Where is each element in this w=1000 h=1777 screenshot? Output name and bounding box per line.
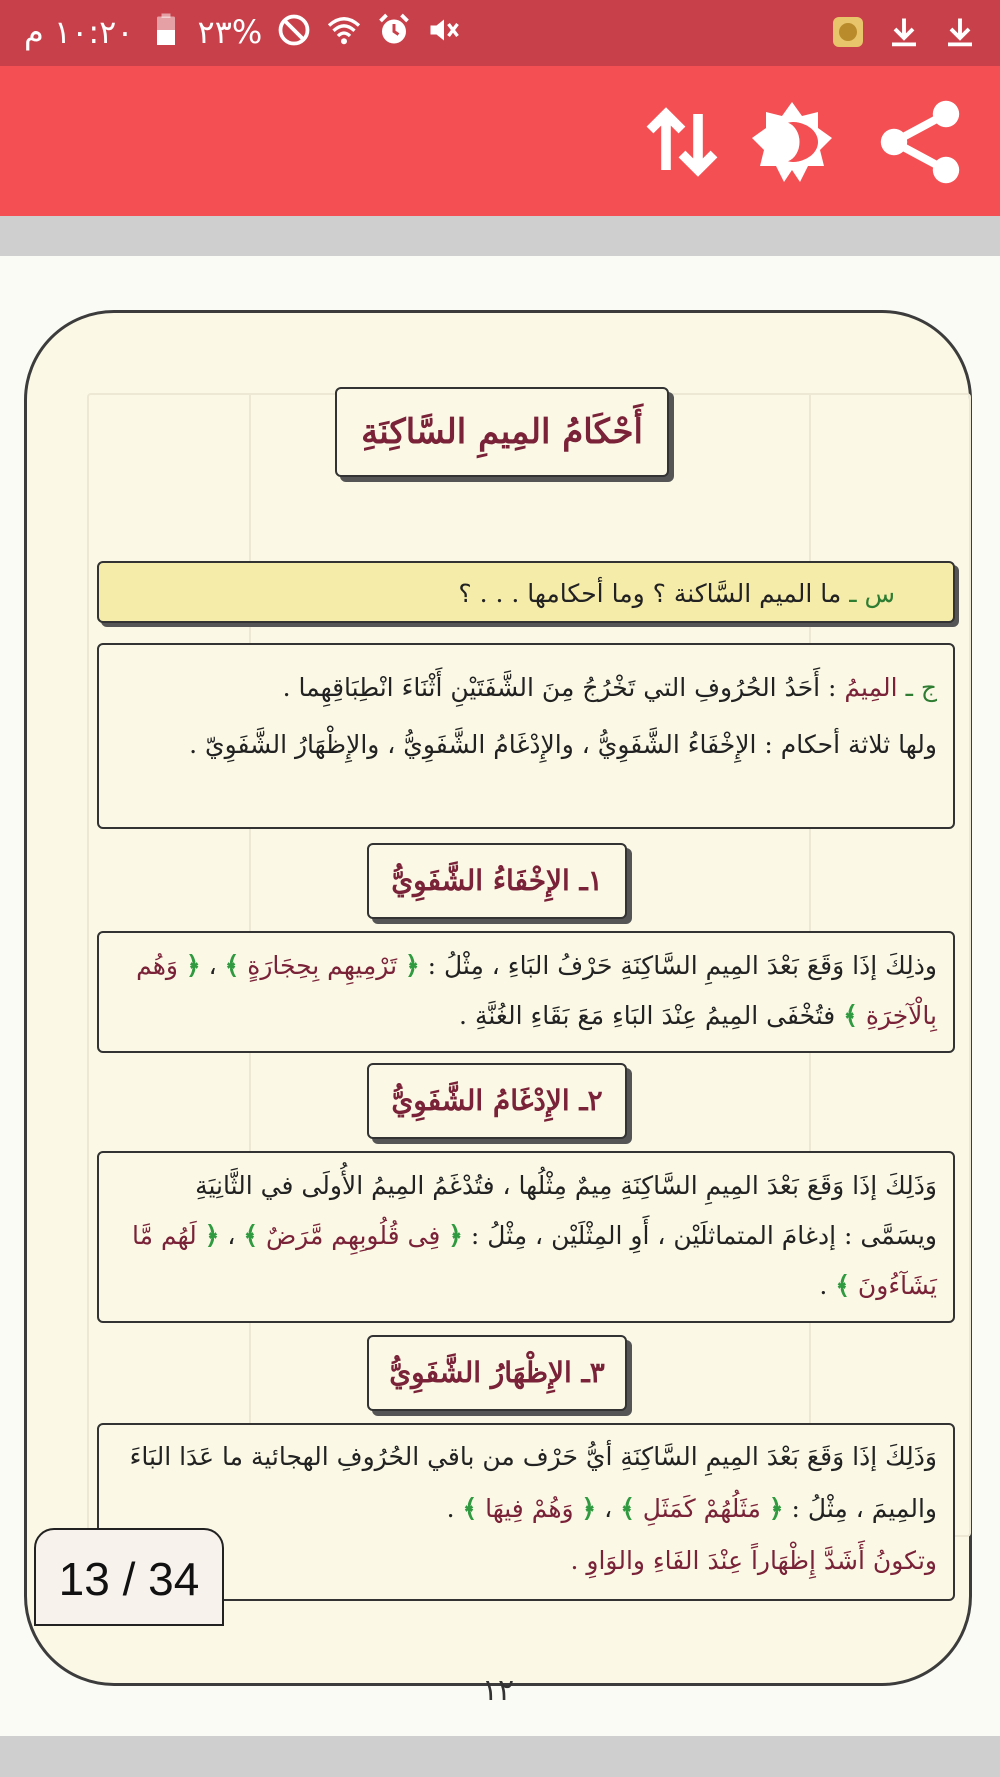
section1-example-2: وَهُم بِالْآخِرَةِ [136, 951, 937, 1030]
answer-line [115, 659, 937, 717]
status-left [24, 12, 462, 52]
app-bar [0, 66, 1000, 216]
section2-title: ٢ـ الإِدْغَامُ الشَّفَوِيُّ [367, 1063, 627, 1139]
app-notification-icon [830, 14, 866, 54]
answer-label: ج ـ [905, 673, 937, 702]
alarm-icon [376, 12, 412, 52]
answer-term: المِيمُ [844, 673, 898, 702]
dnd-icon [276, 12, 312, 52]
quran-bracket-open: ﴿ [204, 1221, 220, 1250]
page-frame [24, 310, 972, 1708]
swap-vertical-icon [634, 94, 730, 190]
page-counter: 13 / 34 [34, 1528, 224, 1626]
quran-bracket-open: ﴿ [185, 951, 201, 980]
quran-bracket-close: ﴾ [224, 951, 240, 980]
rules-text: ولها ثلاثة أحكام : الإِخْفَاءُ الشَّفَوِيُّ ، والإِدْغَامُ الشَّفَوِيُّ ، والإِظْهَارُ الشَّفَوِيّ . [189, 730, 937, 759]
section1-text-b: فتُخْفَى المِيمُ عِنْدَ البَاءِ مَعَ بَقَاءِ الغُنَّةِ . [459, 1001, 836, 1030]
answer-box [97, 643, 955, 829]
section3-title: ٣ـ الإِظْهَارُ الشَّفَوِيُّ [367, 1335, 627, 1411]
section3-example-2: وَهُمْ فِيهَا [485, 1494, 574, 1523]
brightness-icon [744, 94, 840, 190]
quran-bracket-close: ﴾ [620, 1494, 635, 1523]
brightness-button[interactable] [744, 94, 840, 190]
status-bar [0, 0, 1000, 66]
wifi-icon [326, 12, 362, 52]
quran-bracket-close: ﴾ [243, 1221, 258, 1250]
quran-bracket-close: ﴾ [462, 1494, 478, 1523]
swap-button[interactable] [634, 94, 730, 190]
question-text: ما الميم السَّاكنة ؟ وما أحكامها . . . ؟ [458, 579, 842, 608]
section2-box: وَذَلِكَ إذَا وَقَعَ بَعْدَ المِيمِ السَّاكِنَةِ مِيمٌ مِثْلُها ، فتُدْغَمُ المِيمُ الأُولَى في الثَّانِيَةِ ويسَمَّى : إدغامَ المتماثلَيْن ، أَوِ المِثْلَيْن ، مِثْلُ : ﴿ فِى قُلُوبِهِم مَّرَضٌ ﴾ ، ﴿ لَهُم مَّا يَشَآءُونَ ﴾ . [97, 1151, 955, 1323]
page-viewer[interactable] [0, 256, 1000, 1736]
share-button[interactable] [872, 94, 968, 190]
battery-icon [148, 12, 184, 52]
section1-text-a: وذلِكَ إذَا وَقَعَ بَعْدَ المِيمِ السَّاكِنَةِ حَرْفُ البَاءِ ، مِثْلُ : [427, 951, 937, 980]
bottom-strip [0, 1736, 1000, 1777]
question-label: س ـ [849, 579, 895, 608]
quran-bracket-open: ﴿ [768, 1494, 784, 1523]
question-box [97, 561, 955, 623]
quran-bracket-close: ﴾ [835, 1271, 850, 1300]
page-title: أَحْكَامُ المِيمِ السَّاكِنَةِ [335, 387, 669, 477]
download-icon [942, 14, 978, 54]
answer-text: : أَحَدُ الحُرُوفِ التي تَخْرُجُ مِنَ الشَّفَتَيْنِ أَثْنَاءَ انْطِبَاقِهِما . [282, 673, 837, 702]
quran-bracket-close: ﴾ [843, 1001, 858, 1030]
section1-example-1: تَرْمِيهِم بِحِجَارَةٍ [247, 951, 398, 980]
section3-text-b: وتكونُ أَشَدَّ إِظْهَاراً عِنْدَ الفَاءِ والوَاوِ . [570, 1546, 937, 1575]
section2-example-1: فِى قُلُوبِهِم مَّرَضٌ [265, 1221, 441, 1250]
share-icon [872, 94, 968, 190]
clock: ١٠:٢٠ م [24, 13, 134, 51]
battery-percent: %٢٣ [197, 13, 263, 51]
section2-example-2: لَهُم مَّا يَشَآءُونَ [132, 1221, 937, 1300]
section3-text-a: وَذَلِكَ إذَا وَقَعَ بَعْدَ المِيمِ السَّاكِنَةِ أيُّ حَرْف من باقي الحُرُوفِ الهجائية ما عَدَا البَاءَ والمِيمَ ، مِثْلُ : [129, 1442, 937, 1523]
status-right [830, 14, 978, 54]
section1-title: ١ـ الإِخْفَاءُ الشَّفَوِيُّ [367, 843, 627, 919]
quran-bracket-open: ﴿ [581, 1494, 597, 1523]
gray-strip [0, 216, 1000, 256]
printed-page-number: ١٢ [481, 1673, 515, 1708]
mute-icon [426, 12, 462, 52]
quran-bracket-open: ﴿ [448, 1221, 463, 1250]
section3-box: وَذَلِكَ إذَا وَقَعَ بَعْدَ المِيمِ السَّاكِنَةِ أيُّ حَرْف من باقي الحُرُوفِ الهجائية ما عَدَا البَاءَ والمِيمَ ، مِثْلُ : ﴿ مَثَلُهُمْ كَمَثَلِ ﴾ ، ﴿ وَهُمْ فِيهَا ﴾ . وتكونُ أَشَدَّ إِظْهَاراً عِنْدَ الفَاءِ والوَاوِ . [97, 1423, 955, 1601]
section1-box: وذلِكَ إذَا وَقَعَ بَعْدَ المِيمِ السَّاكِنَةِ حَرْفُ البَاءِ ، مِثْلُ : ﴿ تَرْمِيهِم بِحِجَارَةٍ ﴾ ، ﴿ وَهُم بِالْآخِرَةِ ﴾ فتُخْفَى المِيمُ عِنْدَ البَاءِ مَعَ بَقَاءِ الغُنَّةِ . [97, 931, 955, 1053]
section2-text-a: وَذَلِكَ إذَا وَقَعَ بَعْدَ المِيمِ السَّاكِنَةِ مِيمٌ مِثْلُها ، فتُدْغَمُ المِيمُ الأُولَى في الثَّانِيَةِ ويسَمَّى : إدغامَ المتماثلَيْن ، أَوِ المِثْلَيْن ، مِثْلُ : [195, 1171, 937, 1250]
section3-example-1: مَثَلُهُمْ كَمَثَلِ [642, 1494, 761, 1523]
quran-bracket-open: ﴿ [405, 951, 420, 980]
download-icon [886, 14, 922, 54]
